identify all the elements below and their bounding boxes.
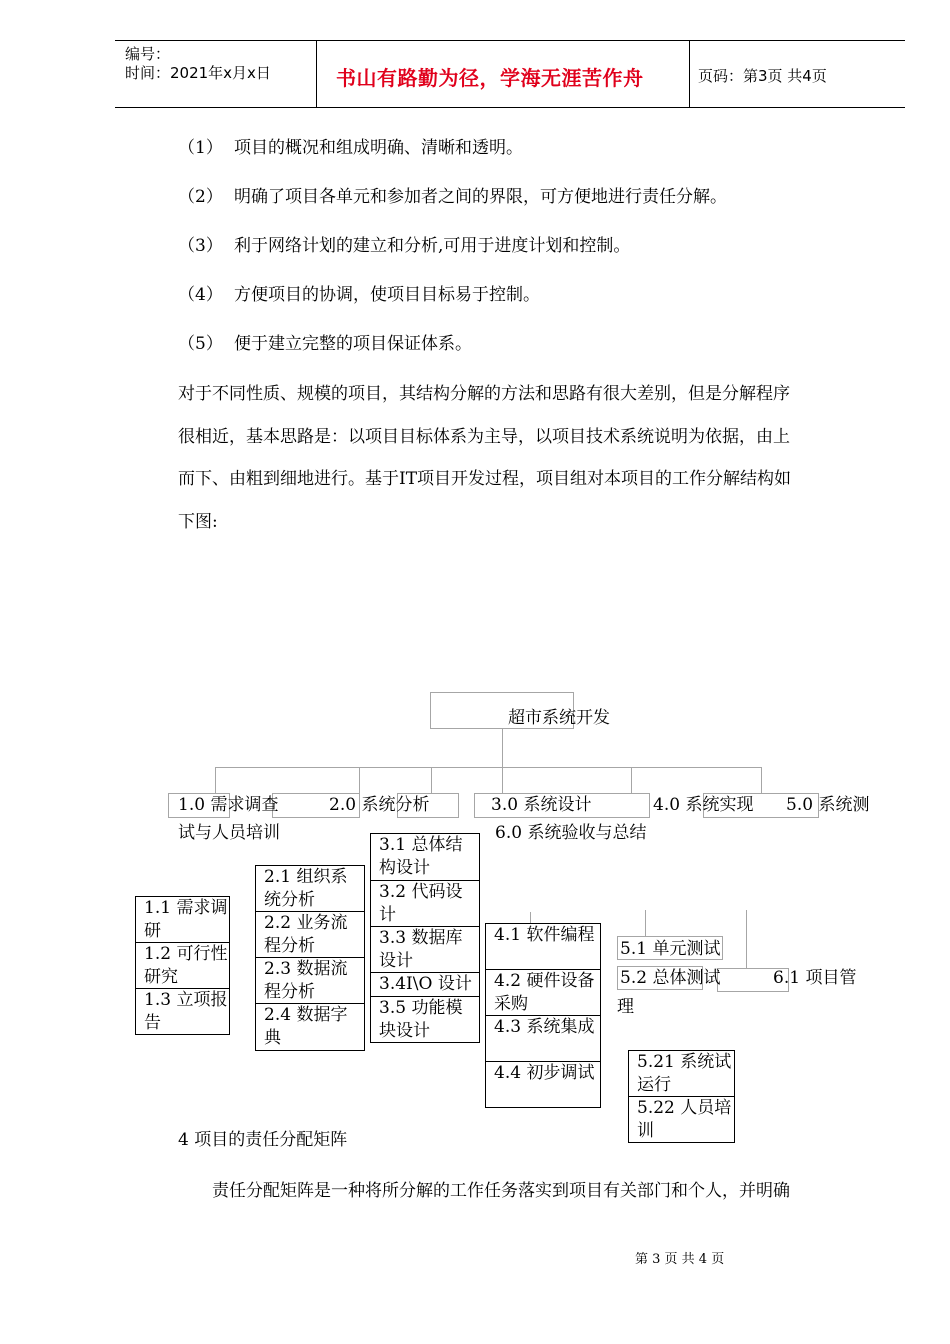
wbs-connector — [530, 912, 531, 923]
wbs-column-5b — [628, 1050, 735, 1143]
wbs-task-label: 5.1 单元测试 — [620, 939, 721, 959]
list-item-number: （1） — [178, 138, 223, 158]
wbs-level1-label: 4.0 系统实现 — [653, 795, 754, 815]
header-top-rule — [115, 40, 905, 41]
wbs-connector — [215, 767, 762, 768]
wbs-task-cell: 5.22 人员培训 — [629, 1097, 734, 1143]
wbs-connector — [631, 767, 632, 793]
wbs-task-cell: 4.3 系统集成 — [486, 1016, 600, 1062]
list-item-number: （5） — [178, 334, 223, 354]
wbs-column-2 — [255, 865, 365, 1051]
list-item-text: 利于网络计划的建立和分析,可用于进度计划和控制。 — [234, 236, 631, 256]
wbs-task-cell: 2.1 组织系统分析 — [256, 866, 364, 912]
wbs-connector — [215, 767, 216, 793]
wbs-level1-label: 6.0 系统验收与总结 — [495, 823, 647, 843]
wbs-level1-label: 5.0 系统测 — [786, 795, 870, 815]
header-divider-right — [689, 40, 690, 107]
list-item — [178, 235, 630, 257]
wbs-connector — [431, 767, 432, 793]
header-motto: 书山有路勤为径，学海无涯苦作舟 — [336, 66, 644, 90]
wbs-task-cell: 3.1 总体结构设计 — [371, 834, 479, 881]
wbs-connector — [502, 767, 503, 793]
header-number-label: 编号： — [125, 45, 171, 63]
wbs-task-cell: 5.21 系统试运行 — [629, 1051, 734, 1097]
header-page-label: 页码：第3页 共4页 — [698, 67, 827, 85]
wbs-task-cell: 3.5 功能模块设计 — [371, 997, 479, 1043]
paragraph-line: 下图: — [178, 512, 218, 532]
header-divider-left — [316, 40, 317, 107]
list-item-number: （3） — [178, 236, 223, 256]
list-item-text: 方便项目的协调，使项目目标易于控制。 — [234, 285, 540, 305]
wbs-task-cell: 3.3 数据库设计 — [371, 927, 479, 973]
wbs-task-cell: 3.4I\O 设计 — [371, 973, 479, 997]
wbs-task-cell: 2.2 业务流程分析 — [256, 912, 364, 958]
wbs-level1-label: 试与人员培训 — [178, 823, 280, 843]
wbs-column-4 — [485, 923, 601, 1108]
wbs-task-cell: 4.2 硬件设备采购 — [486, 970, 600, 1016]
paragraph-line: 而下、由粗到细地进行。基于IT项目开发过程，项目组对本项目的工作分解结构如 — [178, 469, 792, 489]
wbs-task-cell: 3.2 代码设计 — [371, 881, 479, 927]
wbs-task-label: 6.1 项目管 — [773, 968, 857, 988]
section-paragraph: 责任分配矩阵是一种将所分解的工作任务落实到项目有关部门和个人，并明确 — [212, 1181, 790, 1201]
paragraph-line: 对于不同性质、规模的项目，其结构分解的方法和思路有很大差别，但是分解程序 — [178, 384, 790, 404]
list-item-text: 便于建立完整的项目保证体系。 — [234, 334, 472, 354]
list-item — [178, 137, 523, 159]
wbs-task-cell: 1.3 立项报告 — [136, 989, 229, 1035]
wbs-column-1 — [135, 896, 230, 1035]
wbs-task-cell: 1.2 可行性研究 — [136, 943, 229, 989]
wbs-connector — [502, 729, 503, 767]
wbs-task-label: 理 — [617, 997, 634, 1017]
wbs-connector — [645, 910, 646, 936]
wbs-task-cell: 4.1 软件编程 — [486, 924, 600, 970]
list-item-number: （2） — [178, 187, 223, 207]
wbs-connector — [746, 910, 747, 968]
list-item — [178, 333, 472, 355]
paragraph-line: 很相近，基本思路是：以项目目标体系为主导，以项目技术系统说明为依据，由上 — [178, 427, 790, 447]
wbs-level1-label: 1.0 需求调查 — [178, 795, 279, 815]
wbs-level1-label: 3.0 系统设计 — [491, 795, 592, 815]
header-time-label: 时间：2021年x月x日 — [125, 64, 271, 82]
list-item-text: 项目的概况和组成明确、清晰和透明。 — [234, 138, 523, 158]
wbs-column-3 — [370, 833, 480, 1043]
wbs-level1-label: 2.0 系统分析 — [329, 795, 430, 815]
wbs-task-cell: 4.4 初步调试 — [486, 1062, 600, 1108]
wbs-connector — [359, 767, 360, 793]
header-bottom-rule — [115, 107, 905, 108]
wbs-root-label: 超市系统开发 — [508, 708, 610, 728]
wbs-task-label: 5.2 总体测试 — [620, 968, 721, 988]
list-item — [178, 284, 540, 306]
list-item-text: 明确了项目各单元和参加者之间的界限，可方便地进行责任分解。 — [234, 187, 727, 207]
page-footer: 第 3 页 共 4 页 — [635, 1252, 725, 1267]
wbs-connector — [761, 767, 762, 793]
wbs-task-cell: 2.4 数据字典 — [256, 1004, 364, 1051]
wbs-task-cell: 1.1 需求调研 — [136, 897, 229, 943]
list-item-number: （4） — [178, 285, 223, 305]
wbs-task-cell: 2.3 数据流程分析 — [256, 958, 364, 1004]
section-title: 4 项目的责任分配矩阵 — [178, 1130, 348, 1150]
list-item — [178, 186, 727, 208]
